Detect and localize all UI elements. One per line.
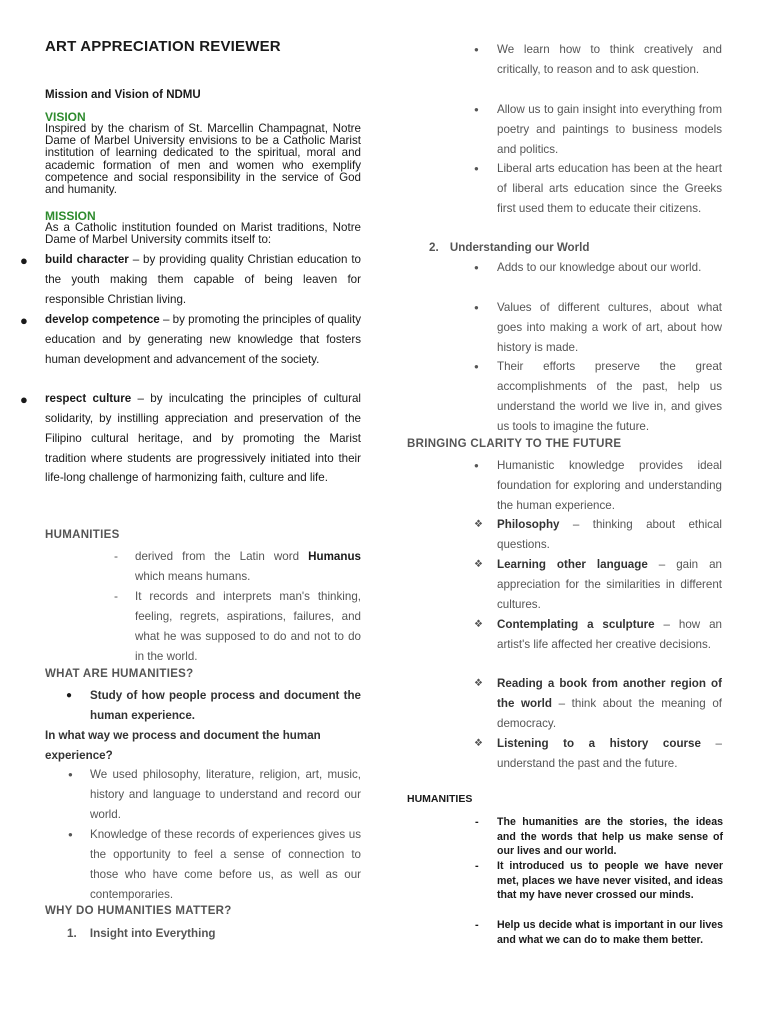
clarity-item-keyword: Reading a book from another region of the world bbox=[497, 677, 722, 710]
clarity-item-keyword: Listening to a history course bbox=[497, 737, 701, 750]
bullet-dot-icon: ● bbox=[474, 461, 479, 470]
diamond-bullet-icon: ❖ bbox=[474, 619, 483, 630]
mission-item-keyword: build character bbox=[45, 253, 129, 266]
dash-icon: - bbox=[114, 589, 118, 603]
why-item-label: Understanding our World bbox=[449, 241, 590, 254]
mission-item-desc: – by promoting the principles of quality education and by generating new knowledge that fosters human development and advancement of the society. bbox=[45, 313, 361, 366]
bullet-dot-icon: ● bbox=[474, 45, 479, 54]
in-what-way-question: In what way we process and document the human experience? bbox=[45, 729, 321, 762]
dash-icon: - bbox=[475, 860, 479, 872]
world-item-text: Values of different cultures, about what goes into making a work of art, about how history is made. bbox=[497, 301, 722, 354]
mission-vision-heading: Mission and Vision of NDMU bbox=[45, 89, 201, 101]
clarity-item-desc: – how an artist's life affected her creative decisions. bbox=[497, 618, 722, 651]
mission-intro: As a Catholic institution founded on Marist traditions, Notre Dame of Marbel University commits itself to: bbox=[45, 221, 361, 247]
clarity-item-keyword: Philosophy bbox=[497, 518, 560, 531]
humanities2-item-text: It introduced us to people we have never met, places we have never visited, and ideas that my have never crossed our minds. bbox=[497, 860, 723, 902]
dash-icon: - bbox=[475, 919, 479, 931]
what-heading: WHAT ARE HUMANITIES? bbox=[45, 668, 194, 680]
insight-item-text: Allow us to gain insight into everything from poetry and paintings to business models and politics. bbox=[497, 103, 722, 156]
bullet-dot-icon: ● bbox=[474, 362, 479, 371]
clarity-intro-text: Humanistic knowledge provides ideal foundation for exploring and understanding the human experience. bbox=[497, 459, 722, 512]
why-item-2 bbox=[429, 238, 589, 258]
humanities-heading: HUMANITIES bbox=[45, 529, 120, 541]
mission-item-text bbox=[45, 250, 361, 310]
clarity-item-keyword: Learning other language bbox=[497, 558, 648, 571]
mission-item-text bbox=[45, 310, 361, 370]
bullet-dot-icon: ● bbox=[68, 770, 73, 779]
world-item-text: Their efforts preserve the great accomplishments of the past, help us understand the world we live in, and gives us tools to imagine the future. bbox=[497, 360, 722, 433]
world-item-text: Adds to our knowledge about our world. bbox=[497, 261, 702, 274]
diamond-bullet-icon: ❖ bbox=[474, 519, 483, 530]
def-text: which means humans. bbox=[135, 569, 251, 583]
mission-item-desc: – by providing quality Christian education to the youth making them capable of being leaven for responsible Christian living. bbox=[45, 253, 361, 306]
def-text: derived from the Latin word bbox=[135, 550, 309, 563]
diamond-bullet-icon: ❖ bbox=[474, 738, 483, 749]
clarity-item-desc: – understand the past and the future. bbox=[497, 737, 722, 770]
why-heading: WHY DO HUMANITIES MATTER? bbox=[45, 905, 232, 917]
dash-icon: - bbox=[114, 549, 118, 563]
mission-item-keyword: respect culture bbox=[45, 392, 132, 405]
bullet-dot-icon: ● bbox=[474, 303, 479, 312]
humanities-def-text: It records and interprets man's thinking, feeling, regrets, aspirations, failures, and what he was supposed to do and not to do in the world. bbox=[135, 590, 361, 663]
what-item: Study of how people process and document the human experience. bbox=[90, 689, 361, 722]
clarity-item-text bbox=[497, 615, 722, 655]
why-item-label: Insight into Everything bbox=[89, 927, 216, 940]
clarity-item-desc: – thinking about ethical questions. bbox=[497, 518, 722, 551]
diamond-bullet-icon: ❖ bbox=[474, 678, 483, 689]
bullet-dot-icon: ● bbox=[66, 690, 73, 701]
bullet-dot-icon: ● bbox=[474, 263, 479, 272]
process-item-text: Knowledge of these records of experiences gives us the opportunity to feel a sense of connection to those who have come before us, as well as our contemporaries. bbox=[90, 828, 361, 901]
humanities2-heading: HUMANITIES bbox=[407, 793, 473, 805]
humanities2-item-text: Help us decide what is important in our lives and what we can do to make them better. bbox=[497, 919, 723, 946]
clarity-item-text bbox=[497, 674, 722, 734]
clarity-item-desc: – gain an appreciation for the similarities in different cultures. bbox=[497, 558, 722, 611]
bullet-dot-icon: ● bbox=[474, 164, 479, 173]
clarity-item-text bbox=[497, 515, 722, 555]
document-title: ART APPRECIATION REVIEWER bbox=[45, 38, 281, 55]
mission-item-desc: – by inculcating the principles of cultural solidarity, by instilling appreciation and preservation of the Filipino cultural heritage, and by promoting the Marist tradition where students are progressively initiated into their life-long challenge of harmonizing faith, culture and life. bbox=[45, 392, 362, 485]
vision-label: VISION bbox=[45, 110, 86, 124]
clarity-heading: BRINGING CLARITY TO THE FUTURE bbox=[407, 438, 622, 450]
bullet-dot-icon: ● bbox=[20, 392, 28, 407]
dash-icon: - bbox=[475, 816, 479, 828]
vision-text: Inspired by the charism of St. Marcellin Champagnat, Notre Dame of Marbel University envisions to be a Catholic Marist institution of learning dedicated to the spiritual, moral and academic formation of men and women who exemplify competence and social responsibility in the service of God and humanity. bbox=[45, 122, 361, 197]
process-item-text: We used philosophy, literature, religion, art, music, history and language to understand and record our world. bbox=[90, 768, 361, 821]
insight-item-text: We learn how to think creatively and critically, to reason and to ask question. bbox=[497, 43, 722, 76]
bullet-dot-icon: ● bbox=[20, 313, 28, 328]
mission-item-keyword: develop competence bbox=[45, 313, 160, 326]
clarity-item-text bbox=[497, 734, 722, 774]
clarity-item-keyword: Contemplating a sculpture bbox=[497, 618, 655, 631]
clarity-item-desc: – think about the meaning of democracy. bbox=[497, 696, 722, 730]
why-item-1 bbox=[67, 924, 216, 944]
mission-label: MISSION bbox=[45, 209, 96, 223]
bullet-dot-icon: ● bbox=[20, 253, 28, 268]
mission-item-text bbox=[45, 389, 361, 488]
insight-item-text: Liberal arts education has been at the heart of liberal arts education since the Greeks first used them to educate their citizens. bbox=[497, 162, 722, 215]
diamond-bullet-icon: ❖ bbox=[474, 559, 483, 570]
bullet-dot-icon: ● bbox=[474, 105, 479, 114]
def-keyword: Humanus bbox=[308, 550, 361, 563]
humanities-def-text bbox=[135, 547, 361, 587]
why-item-number: 2. bbox=[429, 241, 439, 254]
humanities2-item-text: The humanities are the stories, the ideas and the words that help us make sense of our lives and our world. bbox=[497, 816, 723, 858]
why-item-number: 1. bbox=[67, 927, 77, 940]
bullet-dot-icon: ● bbox=[68, 830, 73, 839]
clarity-item-text bbox=[497, 555, 722, 615]
